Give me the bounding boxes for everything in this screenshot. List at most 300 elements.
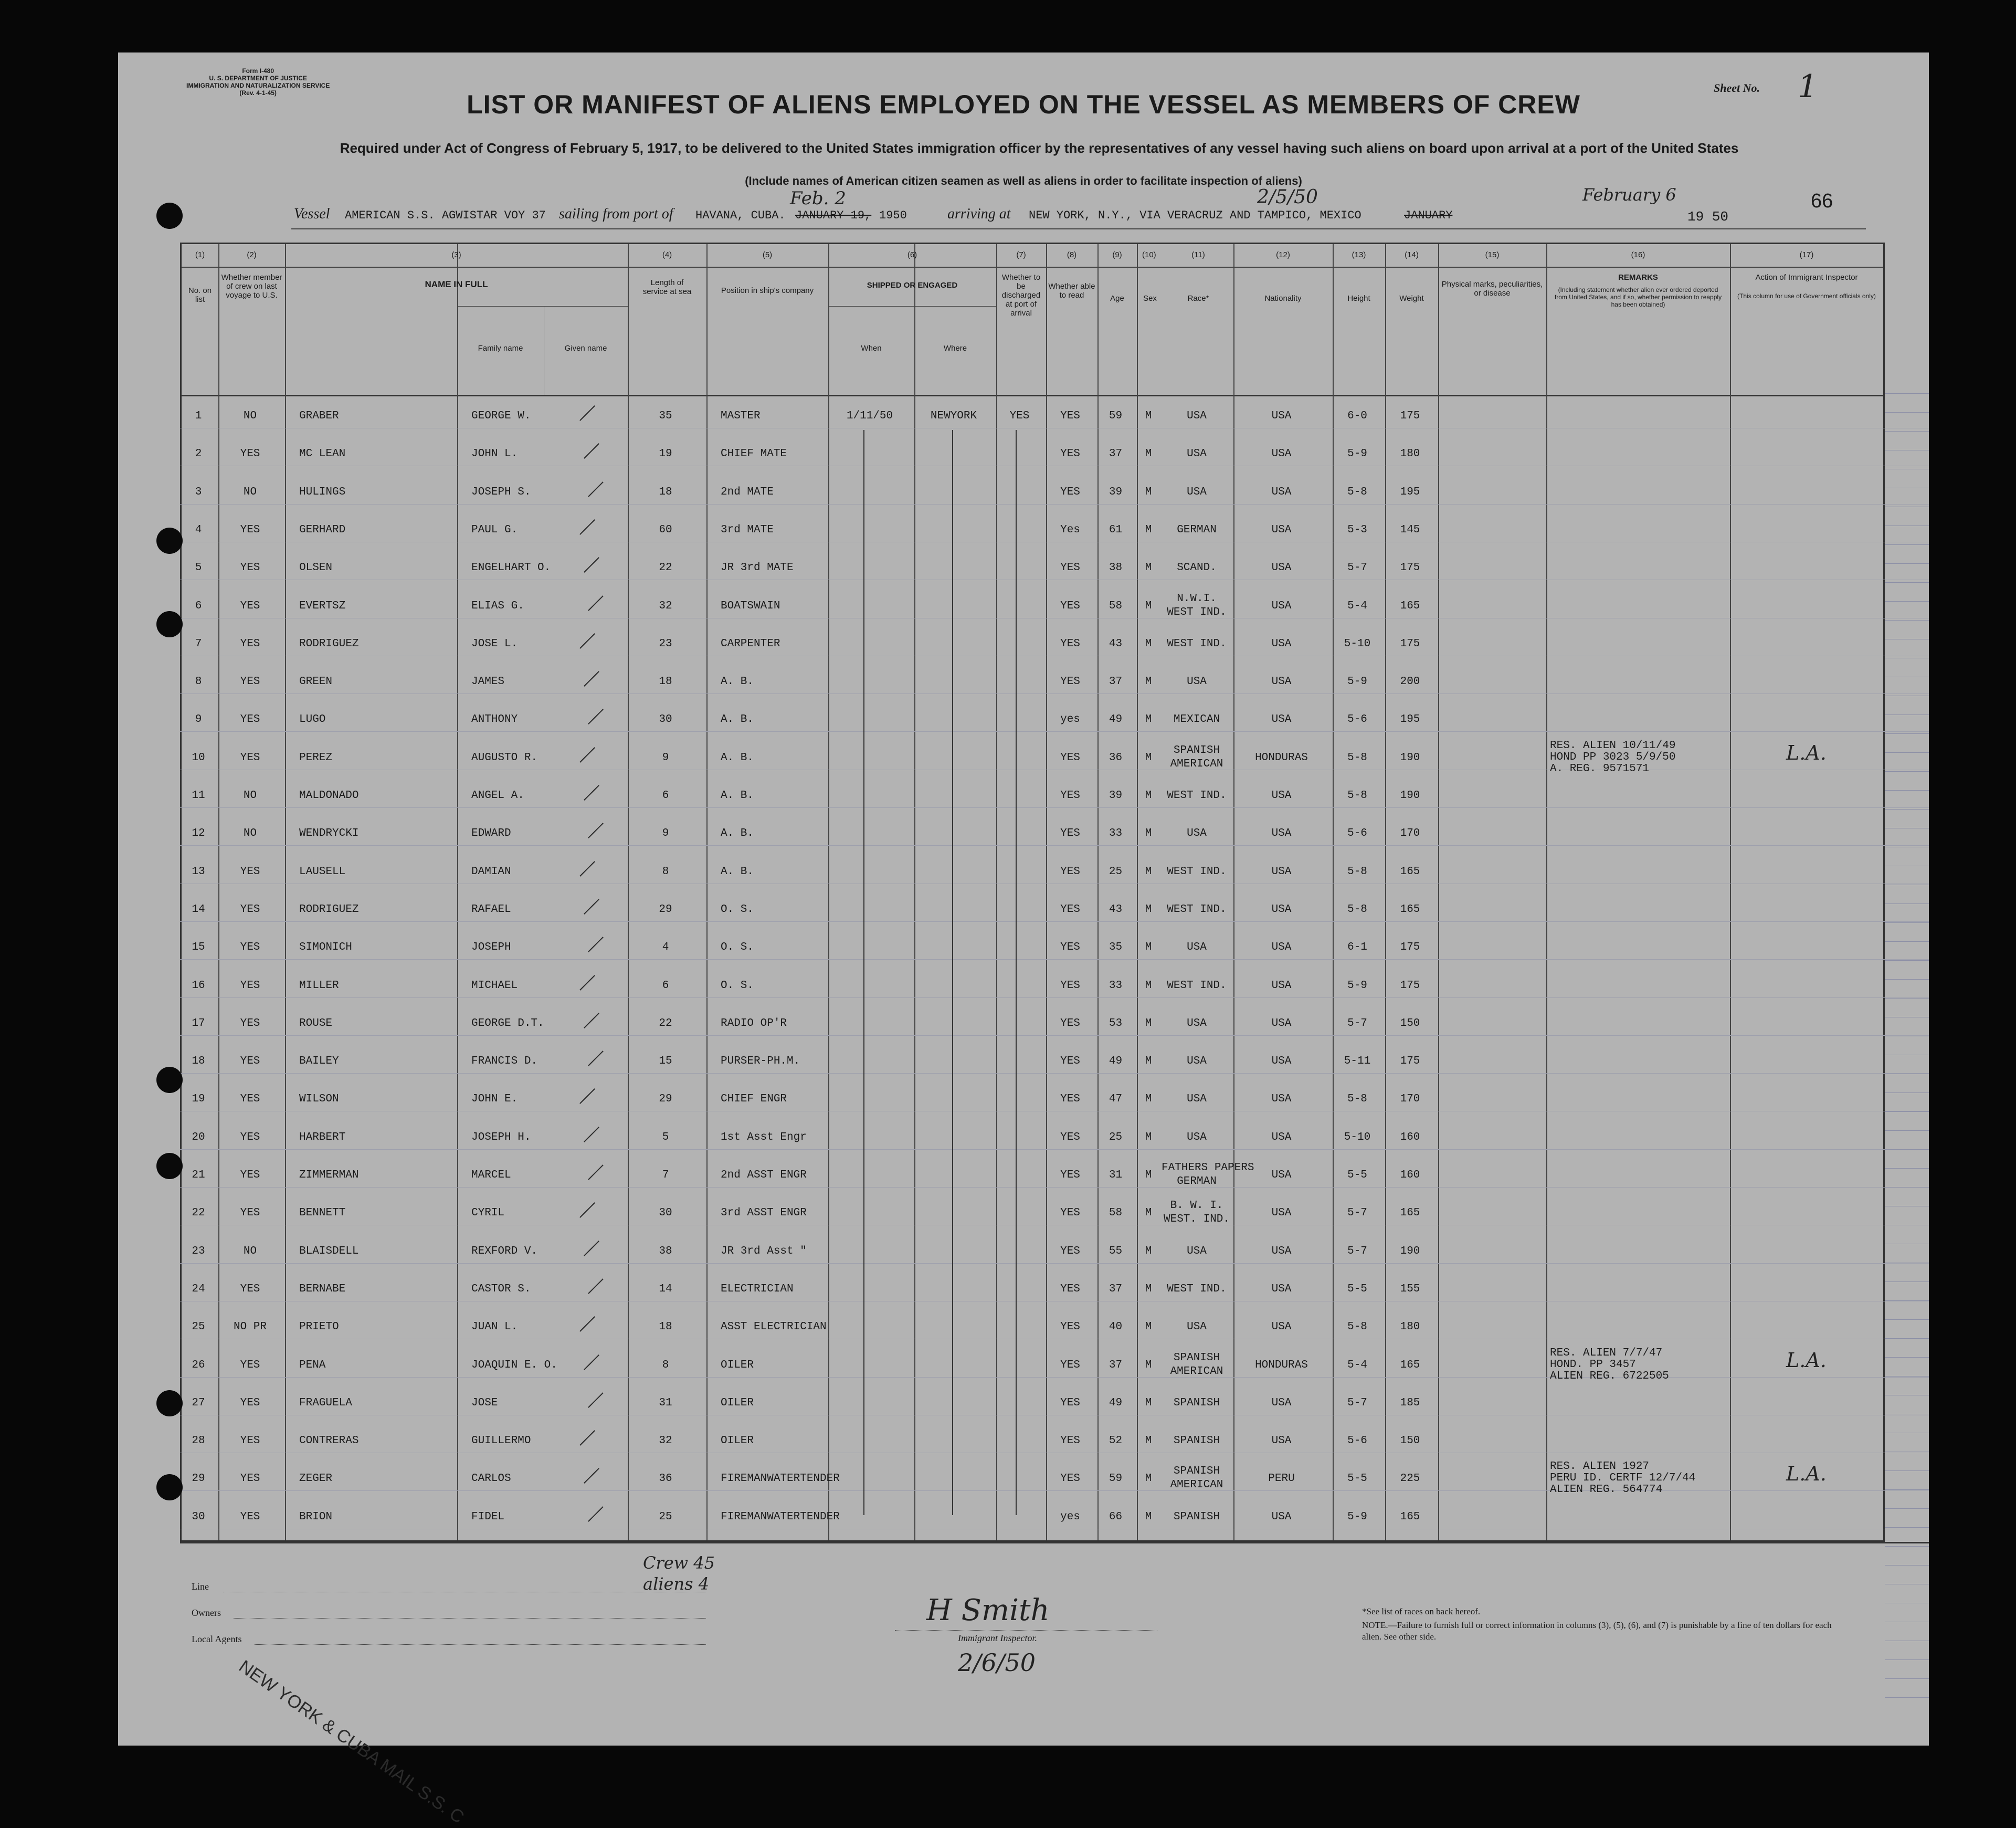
cell-able-to-read: YES	[1060, 1359, 1080, 1371]
cell-last-voyage: YES	[240, 1207, 260, 1220]
cell-family-name: OLSEN	[299, 562, 333, 574]
cell-able-to-read: YES	[1060, 1207, 1080, 1220]
cell-row-number: 7	[195, 637, 202, 650]
cell-last-voyage: YES	[240, 1131, 260, 1143]
col-num-9: (9)	[1112, 250, 1122, 259]
row-rule	[180, 1490, 1929, 1491]
cell-age: 59	[1109, 410, 1123, 422]
cell-service-length: 25	[659, 1510, 672, 1523]
cell-last-voyage: NO	[243, 410, 257, 422]
col-label-physical-marks: Physical marks, peculiarities, or disease	[1441, 280, 1543, 298]
cell-given-name: JOSEPH	[471, 941, 511, 954]
page-number: 66	[1811, 190, 1833, 212]
col-num-14: (14)	[1405, 250, 1419, 259]
cell-race: USA	[1187, 410, 1207, 422]
cell-height: 5-6	[1347, 713, 1367, 726]
cell-weight: 165	[1400, 600, 1420, 612]
cell-position: BOATSWAIN	[721, 600, 780, 612]
cell-family-name: PRIETO	[299, 1321, 339, 1333]
cell-age: 40	[1109, 1321, 1123, 1333]
cell-family-name: BAILEY	[299, 1055, 339, 1068]
cell-nationality: HONDURAS	[1255, 751, 1308, 764]
cell-nationality: USA	[1271, 600, 1292, 612]
cell-age: 38	[1109, 562, 1123, 574]
cell-race: USA	[1187, 827, 1207, 840]
cell-able-to-read: YES	[1060, 562, 1080, 574]
cell-age: 49	[1109, 713, 1123, 726]
col-label-family-name: Family name	[478, 344, 523, 353]
cell-weight: 190	[1400, 751, 1420, 764]
cell-given-name: JOHN L.	[471, 448, 518, 460]
cell-row-number: 18	[192, 1055, 205, 1068]
cell-nationality: USA	[1271, 979, 1292, 992]
cell-position: CHIEF ENGR	[721, 1093, 787, 1106]
cell-nationality: USA	[1271, 1207, 1292, 1220]
col-label-shipped: SHIPPED OR ENGAGED	[867, 281, 958, 290]
cell-family-name: WENDRYCKI	[299, 827, 359, 840]
cell-sex: M	[1145, 676, 1152, 688]
cell-row-number: 17	[192, 1017, 205, 1029]
margin-rule	[1885, 960, 1929, 961]
cell-position: A. B.	[721, 790, 754, 802]
cell-last-voyage: YES	[240, 448, 260, 460]
cell-family-name: LAUSELL	[299, 865, 346, 878]
margin-rule	[1885, 1300, 1929, 1301]
cell-height: 5-8	[1347, 790, 1367, 802]
cell-last-voyage: YES	[240, 637, 260, 650]
col-label-remarks: REMARKS	[1618, 273, 1658, 282]
cell-nationality: USA	[1271, 903, 1292, 916]
cell-race-line1: SPANISH	[1173, 744, 1220, 757]
ditto-line	[1016, 430, 1017, 1515]
cell-row-number: 8	[195, 676, 202, 688]
cell-age: 37	[1109, 676, 1123, 688]
cell-last-voyage: YES	[240, 562, 260, 574]
margin-rule	[1885, 1565, 1929, 1566]
inspector-action: L.A.	[1786, 1348, 1827, 1372]
col-line	[706, 244, 708, 1540]
col-line	[1438, 244, 1439, 1540]
cell-race: USA	[1187, 448, 1207, 460]
cell-height: 5-8	[1347, 751, 1367, 764]
cell-row-number: 1	[195, 410, 202, 422]
cell-family-name: PEREZ	[299, 751, 333, 764]
cell-able-to-read: YES	[1060, 1131, 1080, 1143]
cell-last-voyage: YES	[240, 676, 260, 688]
cell-row-number: 22	[192, 1207, 205, 1220]
arriving-date-handwritten: 2/5/50	[1257, 186, 1318, 208]
cell-nationality: USA	[1271, 1169, 1292, 1181]
form-number: Form I-480	[242, 67, 274, 75]
cell-able-to-read: YES	[1060, 941, 1080, 954]
cell-given-name: CASTOR S.	[471, 1283, 531, 1295]
cell-last-voyage: YES	[240, 1359, 260, 1371]
inspector-signature: H Smith	[926, 1593, 1050, 1627]
cell-sex: M	[1145, 1131, 1152, 1143]
remark-line: A. REG. 9571571	[1550, 762, 1650, 775]
col-label-age: Age	[1110, 294, 1124, 303]
cell-nationality: USA	[1271, 1435, 1292, 1447]
cell-last-voyage: NO	[243, 827, 257, 840]
cell-race: SCAND.	[1177, 562, 1217, 574]
cell-position: PURSER-PH.M.	[721, 1055, 800, 1068]
cell-row-number: 23	[192, 1245, 205, 1257]
cell-last-voyage: NO PR	[233, 1321, 267, 1333]
col-num-12: (12)	[1276, 250, 1290, 259]
row-rule	[180, 1187, 1929, 1188]
cell-able-to-read: yes	[1060, 1510, 1080, 1523]
cell-weight: 160	[1400, 1169, 1420, 1181]
cell-weight: 150	[1400, 1017, 1420, 1029]
cell-shipped-where: NEWYORK	[930, 410, 977, 422]
arriving-year: 19 50	[1687, 209, 1729, 225]
arriving-month-struck: JANUARY	[1404, 209, 1453, 222]
cell-height: 5-9	[1347, 979, 1367, 992]
cell-sex: M	[1145, 1245, 1152, 1257]
cell-height: 5-7	[1347, 1245, 1367, 1257]
cell-position: CHIEF MATE	[721, 448, 787, 460]
col-label-last-voyage: Whether member of crew on last voyage to U.S.	[221, 273, 282, 300]
cell-last-voyage: NO	[243, 1245, 257, 1257]
cell-age: 58	[1109, 600, 1123, 612]
cell-service-length: 32	[659, 1435, 672, 1447]
cell-position: 2nd ASST ENGR	[721, 1169, 807, 1181]
vessel-underline	[291, 228, 1866, 229]
cell-row-number: 13	[192, 865, 205, 878]
cell-family-name: WILSON	[299, 1093, 339, 1106]
cell-age: 49	[1109, 1055, 1123, 1068]
cell-race: USA	[1187, 1017, 1207, 1029]
cell-weight: 165	[1400, 1510, 1420, 1523]
cell-last-voyage: YES	[240, 979, 260, 992]
cell-race: USA	[1187, 1093, 1207, 1106]
margin-rule	[1885, 1149, 1929, 1150]
cell-able-to-read: YES	[1060, 865, 1080, 878]
cell-height: 5-3	[1347, 523, 1367, 536]
cell-last-voyage: NO	[243, 790, 257, 802]
cell-weight: 180	[1400, 448, 1420, 460]
cell-race: WEST IND.	[1167, 1283, 1227, 1295]
cell-height: 5-6	[1347, 1435, 1367, 1447]
cell-position: 2nd MATE	[721, 486, 774, 498]
cell-family-name: ROUSE	[299, 1017, 333, 1029]
form-department: U. S. DEPARTMENT OF JUSTICE	[209, 75, 307, 82]
col-num-1: (1)	[195, 250, 205, 259]
cell-sex: M	[1145, 1055, 1152, 1068]
cell-weight: 190	[1400, 1245, 1420, 1257]
cell-sex: M	[1145, 865, 1152, 878]
col-num-13: (13)	[1352, 250, 1366, 259]
cell-height: 5-8	[1347, 865, 1367, 878]
cell-nationality: USA	[1271, 676, 1292, 688]
cell-service-length: 18	[659, 486, 672, 498]
cell-race: WEST IND.	[1167, 865, 1227, 878]
col-line	[1137, 244, 1138, 1540]
inspector-action: L.A.	[1786, 1462, 1827, 1486]
cell-age: 58	[1109, 1207, 1123, 1220]
cell-weight: 190	[1400, 790, 1420, 802]
col-num-3: (3)	[451, 250, 461, 259]
footer-owners-label: Owners	[192, 1608, 221, 1618]
cell-sex: M	[1145, 941, 1152, 954]
cell-row-number: 10	[192, 751, 205, 764]
cell-family-name: HARBERT	[299, 1131, 346, 1143]
cell-row-number: 29	[192, 1473, 205, 1485]
cell-race: AMERICAN	[1170, 758, 1223, 770]
cell-given-name: JOSE L.	[471, 637, 518, 650]
cell-race-line1: SPANISH	[1173, 1465, 1220, 1478]
cell-row-number: 4	[195, 523, 202, 536]
cell-family-name: GERHARD	[299, 523, 346, 536]
cell-discharged: YES	[1009, 410, 1030, 422]
cell-last-voyage: YES	[240, 1283, 260, 1295]
sheet-number-label: Sheet No.	[1714, 81, 1760, 94]
col-label-race: Race*	[1187, 294, 1209, 303]
margin-rule	[1885, 1092, 1929, 1093]
cell-service-length: 31	[659, 1396, 672, 1409]
cell-position: O. S.	[721, 979, 754, 992]
name-subheader-line	[457, 306, 628, 307]
cell-age: 61	[1109, 523, 1123, 536]
cell-nationality: USA	[1271, 1510, 1292, 1523]
cell-given-name: AUGUSTO R.	[471, 751, 538, 764]
cell-height: 5-4	[1347, 600, 1367, 612]
cell-race: USA	[1187, 486, 1207, 498]
cell-last-voyage: YES	[240, 713, 260, 726]
cell-weight: 175	[1400, 941, 1420, 954]
sailing-date-struck: JANUARY 19,	[795, 209, 872, 222]
cell-family-name: GREEN	[299, 676, 333, 688]
cell-position: FIREMANWATERTENDER	[721, 1510, 840, 1523]
cell-given-name: ANTHONY	[471, 713, 518, 726]
cell-race: SPANISH	[1173, 1435, 1220, 1447]
cell-service-length: 36	[659, 1473, 672, 1485]
margin-rule	[1885, 752, 1929, 753]
owner-stamp: NEW YORK & CUBA MAIL S.S. C	[235, 1656, 468, 1827]
margin-rule	[1885, 941, 1929, 942]
cell-nationality: USA	[1271, 1055, 1292, 1068]
cell-given-name: CYRIL	[471, 1207, 505, 1220]
cell-weight: 165	[1400, 1207, 1420, 1220]
cell-weight: 170	[1400, 827, 1420, 840]
col-label-position: Position in ship's company	[721, 286, 814, 295]
margin-rule	[1885, 790, 1929, 791]
cell-last-voyage: YES	[240, 941, 260, 954]
cell-race-line1: FATHERS PAPERS	[1162, 1162, 1254, 1174]
cell-position: JR 3rd MATE	[721, 562, 794, 574]
cell-age: 25	[1109, 865, 1123, 878]
cell-race: USA	[1187, 941, 1207, 954]
cell-race: MEXICAN	[1173, 713, 1220, 726]
cell-age: 43	[1109, 903, 1123, 916]
col-num-2: (2)	[247, 250, 257, 259]
binder-hole	[156, 611, 183, 637]
inspector-date: 2/6/50	[958, 1648, 1036, 1677]
cell-position: RADIO OP'R	[721, 1017, 787, 1029]
cell-sex: M	[1145, 562, 1152, 574]
margin-rule	[1885, 431, 1929, 432]
cell-row-number: 11	[192, 790, 205, 802]
cell-weight: 175	[1400, 410, 1420, 422]
binder-hole	[156, 203, 183, 229]
sheet-number-value: 1	[1798, 68, 1818, 105]
cell-family-name: BERNABE	[299, 1283, 346, 1295]
form-revision: (Rev. 4-1-45)	[239, 89, 277, 97]
cell-height: 5-4	[1347, 1359, 1367, 1371]
cell-weight: 185	[1400, 1396, 1420, 1409]
remark-line: ALIEN REG. 6722505	[1550, 1370, 1669, 1382]
cell-given-name: GEORGE D.T.	[471, 1017, 544, 1029]
margin-rule	[1885, 1470, 1929, 1471]
cell-race: USA	[1187, 1055, 1207, 1068]
margin-rule	[1885, 1168, 1929, 1169]
cell-age: 43	[1109, 637, 1123, 650]
cell-family-name: MILLER	[299, 979, 339, 992]
cell-height: 5-8	[1347, 903, 1367, 916]
cell-weight: 225	[1400, 1473, 1420, 1485]
cell-row-number: 12	[192, 827, 205, 840]
cell-last-voyage: YES	[240, 1093, 260, 1106]
cell-race: WEST IND.	[1167, 979, 1227, 992]
cell-race: AMERICAN	[1170, 1365, 1223, 1378]
page-note: (Include names of American citizen seamen as well as aliens in order to facilitate inspection of aliens)	[745, 174, 1302, 187]
cell-able-to-read: YES	[1060, 1283, 1080, 1295]
arriving-month-handwritten: February 6	[1582, 185, 1676, 205]
margin-rule	[1885, 1357, 1929, 1358]
cell-nationality: USA	[1271, 790, 1292, 802]
cell-service-length: 22	[659, 562, 672, 574]
margin-rule	[1885, 1319, 1929, 1320]
cell-family-name: ZIMMERMAN	[299, 1169, 359, 1181]
cell-family-name: MALDONADO	[299, 790, 359, 802]
cell-position: OILER	[721, 1359, 754, 1371]
cell-race: WEST IND.	[1167, 903, 1227, 916]
cell-weight: 175	[1400, 979, 1420, 992]
cell-service-length: 18	[659, 676, 672, 688]
cell-given-name: JOSEPH H.	[471, 1131, 531, 1143]
col-num-17: (17)	[1799, 250, 1814, 259]
cell-height: 5-10	[1344, 1131, 1371, 1143]
margin-rule	[1885, 544, 1929, 545]
cell-race: SPANISH	[1173, 1510, 1220, 1523]
cell-age: 37	[1109, 1359, 1123, 1371]
cell-row-number: 30	[192, 1510, 205, 1523]
row-rule	[180, 921, 1929, 922]
cell-shipped-when: 1/11/50	[846, 410, 893, 422]
cell-age: 52	[1109, 1435, 1123, 1447]
row-rule	[180, 1035, 1929, 1036]
cell-row-number: 14	[192, 903, 205, 916]
col-label-read: Whether able to read	[1048, 282, 1095, 300]
remark-line: RES. ALIEN 1927	[1550, 1461, 1650, 1473]
cell-given-name: PAUL G.	[471, 523, 518, 536]
cell-height: 5-10	[1344, 637, 1371, 650]
cell-given-name: JAMES	[471, 676, 505, 688]
cell-family-name: CONTRERAS	[299, 1435, 359, 1447]
cell-sex: M	[1145, 1359, 1152, 1371]
col-line	[828, 244, 829, 1540]
cell-family-name: HULINGS	[299, 486, 346, 498]
cell-age: 49	[1109, 1396, 1123, 1409]
cell-nationality: USA	[1271, 713, 1292, 726]
cell-given-name: CARLOS	[471, 1473, 511, 1485]
cell-sex: M	[1145, 790, 1152, 802]
remark-line: ALIEN REG. 564774	[1550, 1484, 1663, 1496]
col-label-action-detail: (This column for use of Government officials only)	[1737, 292, 1876, 300]
cell-sex: M	[1145, 1017, 1152, 1029]
cell-height: 6-0	[1347, 410, 1367, 422]
cell-age: 39	[1109, 486, 1123, 498]
cell-height: 5-5	[1347, 1283, 1367, 1295]
cell-race: WEST IND.	[1167, 790, 1227, 802]
cell-able-to-read: YES	[1060, 676, 1080, 688]
cell-service-length: 18	[659, 1321, 672, 1333]
col-line	[628, 244, 629, 1540]
cell-row-number: 9	[195, 713, 202, 726]
cell-race: AMERICAN	[1170, 1479, 1223, 1491]
cell-service-length: 14	[659, 1283, 672, 1295]
cell-able-to-read: YES	[1060, 486, 1080, 498]
cell-row-number: 5	[195, 562, 202, 574]
col-label-when: When	[861, 344, 882, 353]
cell-height: 5-11	[1344, 1055, 1371, 1068]
cell-sex: M	[1145, 1321, 1152, 1333]
cell-nationality: USA	[1271, 486, 1292, 498]
cell-service-length: 15	[659, 1055, 672, 1068]
cell-row-number: 27	[192, 1396, 205, 1409]
penalty-note: NOTE.—Failure to furnish full or correct information in columns (3), (5), (6), and (7) is punishable by a fine of ten dollars for each alien. See other side.	[1362, 1620, 1832, 1642]
col-label-no: No. on list	[188, 286, 212, 304]
cell-weight: 195	[1400, 713, 1420, 726]
crew-count-note: Crew 45	[643, 1553, 715, 1573]
cell-family-name: FRAGUELA	[299, 1396, 352, 1409]
cell-row-number: 26	[192, 1359, 205, 1371]
cell-given-name: JUAN L.	[471, 1321, 518, 1333]
shipped-subheader-line	[828, 306, 996, 307]
cell-able-to-read: yes	[1060, 713, 1080, 726]
col-line	[218, 244, 219, 1540]
cell-family-name: BRION	[299, 1510, 333, 1523]
cell-nationality: USA	[1271, 1245, 1292, 1257]
margin-rule	[1885, 1678, 1929, 1679]
cell-nationality: USA	[1271, 865, 1292, 878]
cell-last-voyage: YES	[240, 1435, 260, 1447]
cell-race: GERMAN	[1177, 1175, 1217, 1188]
cell-age: 33	[1109, 979, 1123, 992]
col-label-nationality: Nationality	[1264, 294, 1302, 303]
col-line	[457, 244, 458, 1540]
cell-nationality: USA	[1271, 637, 1292, 650]
cell-last-voyage: YES	[240, 1169, 260, 1181]
cell-weight: 145	[1400, 523, 1420, 536]
cell-given-name: JOSE	[471, 1396, 498, 1409]
cell-given-name: DAMIAN	[471, 865, 511, 878]
cell-race: USA	[1187, 676, 1207, 688]
cell-race: USA	[1187, 1131, 1207, 1143]
cell-position: ELECTRICIAN	[721, 1283, 794, 1295]
cell-position: OILER	[721, 1396, 754, 1409]
cell-sex: M	[1145, 751, 1152, 764]
cell-able-to-read: YES	[1060, 448, 1080, 460]
cell-weight: 175	[1400, 1055, 1420, 1068]
cell-age: 37	[1109, 1283, 1123, 1295]
cell-row-number: 2	[195, 448, 202, 460]
cell-age: 53	[1109, 1017, 1123, 1029]
cell-position: A. B.	[721, 865, 754, 878]
cell-last-voyage: YES	[240, 751, 260, 764]
cell-able-to-read: YES	[1060, 600, 1080, 612]
margin-rule	[1885, 1508, 1929, 1509]
